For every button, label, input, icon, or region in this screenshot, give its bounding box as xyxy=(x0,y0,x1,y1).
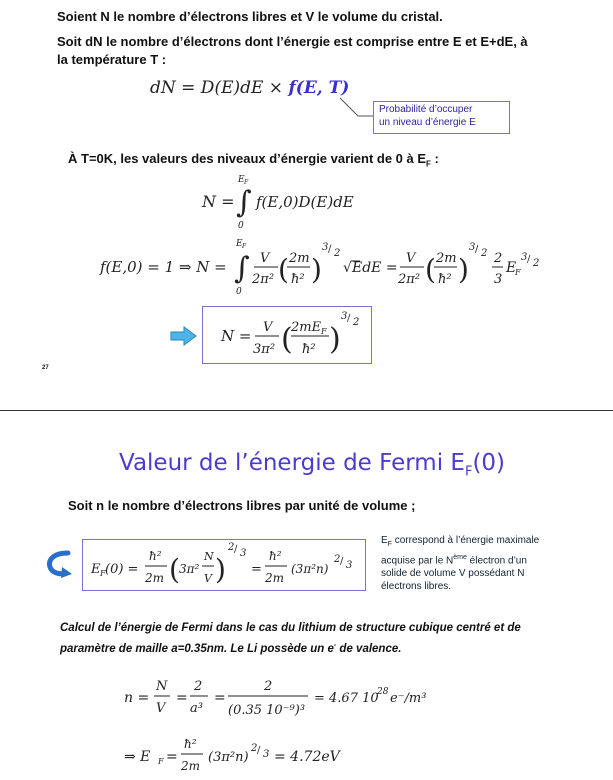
svg-text:=: = xyxy=(166,749,178,765)
intro-line-3: la température T : xyxy=(57,52,167,67)
eq-dn-left: dN = D(E)dE × xyxy=(150,78,284,98)
svg-text:=: = xyxy=(251,562,262,577)
svg-text:V: V xyxy=(260,251,270,266)
note-line-3: solide de volume V possédant N xyxy=(381,568,525,580)
svg-text:2m: 2m xyxy=(436,251,457,266)
svg-text:ħ²: ħ² xyxy=(302,342,316,357)
svg-text:3: 3 xyxy=(521,252,528,263)
svg-text:N =: N = xyxy=(202,192,235,211)
svg-text:∕: ∕ xyxy=(347,313,351,324)
svg-text:ħ²: ħ² xyxy=(149,549,162,563)
svg-text:∫: ∫ xyxy=(234,251,250,286)
eq-n-integral xyxy=(200,170,400,232)
eq-dn xyxy=(150,78,349,98)
svg-text:N: N xyxy=(204,550,214,563)
svg-text:ħ²: ħ² xyxy=(269,549,282,563)
t0-text: À T=0K, les valeurs des niveaux d’énergie varient de 0 à E xyxy=(68,151,427,166)
svg-text:): ) xyxy=(311,253,322,286)
svg-text:(0.35 10⁻⁹)³: (0.35 10⁻⁹)³ xyxy=(228,703,306,718)
svg-text:(: ( xyxy=(169,553,180,586)
svg-text:3: 3 xyxy=(346,560,353,571)
svg-text:F: F xyxy=(244,179,249,186)
svg-text:f(E,0)D(E)dE: f(E,0)D(E)dE xyxy=(256,193,354,211)
eq-fermi xyxy=(83,540,365,590)
svg-text:∕: ∕ xyxy=(527,254,531,265)
final-result-box xyxy=(202,306,372,364)
svg-text:2π²: 2π² xyxy=(398,272,421,287)
svg-text:ħ²: ħ² xyxy=(438,272,452,287)
note-line-1: $E_F$ correspond à l’énergie maximale xyxy=(381,535,540,548)
intro-line-1: Soient N le nombre d’électrons libres et V le volume du cristal. xyxy=(57,9,443,24)
svg-text:E: E xyxy=(506,260,517,276)
svg-text:3: 3 xyxy=(469,242,476,253)
svg-text:0: 0 xyxy=(238,221,244,231)
title-end: (0) xyxy=(472,450,506,476)
note-line-2: acquise par le $N^{ème}$ électron d’un xyxy=(381,554,527,567)
svg-text:(3π²n): (3π²n) xyxy=(291,562,329,576)
svg-text:EdE =: EdE = xyxy=(352,260,398,276)
svg-text:(: ( xyxy=(281,322,293,357)
title-main: Valeur de l’énergie de Fermi E xyxy=(119,450,465,476)
svg-text:F: F xyxy=(100,569,106,578)
svg-text:E: E xyxy=(238,175,245,185)
svg-text:E: E xyxy=(236,239,243,249)
callout-connector xyxy=(300,96,380,126)
svg-text:2: 2 xyxy=(334,248,341,259)
svg-text:(0) =: (0) = xyxy=(105,562,139,577)
svg-text:2: 2 xyxy=(481,248,488,259)
svg-text:3: 3 xyxy=(240,548,247,559)
svg-text:2: 2 xyxy=(494,251,503,266)
curved-arrow-icon xyxy=(44,549,74,579)
svg-text:E: E xyxy=(91,562,101,577)
callout-line-1: Probabilité d’occuper xyxy=(379,104,473,115)
svg-text:V: V xyxy=(156,701,166,716)
svg-text:2: 2 xyxy=(334,554,341,565)
svg-text:∕: ∕ xyxy=(340,556,344,567)
svg-text:∕: ∕ xyxy=(475,244,479,255)
svg-text:= 4.72eV: = 4.72eV xyxy=(274,749,340,765)
svg-text:(: ( xyxy=(425,253,436,286)
svg-text:3π²: 3π² xyxy=(253,342,276,357)
svg-text:=: = xyxy=(214,690,226,706)
right-arrow-icon xyxy=(170,326,198,346)
svg-text:ħ²: ħ² xyxy=(291,272,305,287)
fermi-note xyxy=(381,534,581,593)
svg-text:∕: ∕ xyxy=(234,544,238,555)
svg-text:V: V xyxy=(406,251,416,266)
svg-text:f(E,0) = 1 ⇒ N =: f(E,0) = 1 ⇒ N = xyxy=(100,258,227,276)
svg-text:2mE: 2mE xyxy=(291,320,322,335)
svg-text:): ) xyxy=(329,322,341,357)
svg-text:2: 2 xyxy=(228,542,235,553)
eq-final xyxy=(203,307,371,363)
svg-text:(: ( xyxy=(278,253,289,286)
page-number: 27 xyxy=(42,365,49,371)
svg-text:2: 2 xyxy=(194,679,203,694)
intro-line-2: Soit dN le nombre d’électrons dont l’énergie est comprise entre E et E+dE, à xyxy=(57,34,528,49)
svg-text:3: 3 xyxy=(322,242,329,253)
svg-text:∫: ∫ xyxy=(236,185,252,220)
svg-text:F: F xyxy=(158,757,164,766)
svg-text:3: 3 xyxy=(263,749,270,760)
fermi-energy-box xyxy=(82,539,366,591)
eq-dn-f: f(E, T) xyxy=(288,78,350,98)
svg-text:): ) xyxy=(458,253,469,286)
svg-text:(3π²n): (3π²n) xyxy=(208,750,249,765)
slide-divider xyxy=(0,410,613,411)
svg-text:2: 2 xyxy=(251,743,258,754)
svg-text:⇒ E: ⇒ E xyxy=(124,749,151,765)
svg-text:2m: 2m xyxy=(145,571,165,585)
svg-text:3: 3 xyxy=(341,311,348,322)
svg-text:28: 28 xyxy=(377,687,389,697)
svg-text:V: V xyxy=(263,320,273,335)
svg-text:F: F xyxy=(242,243,247,250)
svg-text:ħ²: ħ² xyxy=(184,737,197,751)
svg-text:2: 2 xyxy=(533,258,540,269)
calc-line-2: paramètre de maille a=0.35nm. Le Li possède un e- de valence. xyxy=(60,642,402,655)
svg-text:3π²: 3π² xyxy=(179,562,200,576)
slide2-title xyxy=(119,450,505,480)
eq-fermi-result xyxy=(124,734,424,778)
svg-text:N: N xyxy=(156,679,168,694)
svg-text:n =: n = xyxy=(124,690,150,706)
svg-text:2m: 2m xyxy=(289,251,310,266)
calc-line-1: Calcul de l’énergie de Fermi dans le cas du lithium de structure cubique centré et de xyxy=(60,622,521,634)
svg-text:2m: 2m xyxy=(265,571,285,585)
callout-box xyxy=(373,101,510,134)
t0-end: : xyxy=(430,151,439,166)
svg-text:2: 2 xyxy=(353,317,360,328)
svg-text:∕: ∕ xyxy=(257,745,261,756)
svg-text:): ) xyxy=(215,553,226,586)
svg-text:V: V xyxy=(204,572,212,585)
svg-text:2: 2 xyxy=(264,679,273,694)
eq-n-expanded xyxy=(98,232,558,304)
svg-text:e⁻/m³: e⁻/m³ xyxy=(390,691,427,706)
eq-density xyxy=(124,672,464,728)
t0-sub: F xyxy=(426,159,431,169)
svg-text:N =: N = xyxy=(221,327,252,345)
svg-text:= 4.67 10: = 4.67 10 xyxy=(314,691,379,706)
note-line-4: électrons libres. xyxy=(381,581,452,593)
svg-text:0: 0 xyxy=(236,287,242,297)
callout-line-2: un niveau d’énergie E xyxy=(379,117,476,128)
svg-text:=: = xyxy=(176,690,188,706)
slide2-intro: Soit n le nombre d’électrons libres par unité de volume ; xyxy=(68,498,416,513)
svg-text:F: F xyxy=(515,268,521,277)
svg-text:F: F xyxy=(321,327,327,336)
svg-text:a³: a³ xyxy=(190,701,203,716)
svg-text:2π²: 2π² xyxy=(252,272,275,287)
svg-text:√: √ xyxy=(343,260,352,276)
svg-text:∕: ∕ xyxy=(328,244,332,255)
title-sub: F xyxy=(464,464,473,480)
svg-text:3: 3 xyxy=(494,272,503,287)
svg-text:2m: 2m xyxy=(181,759,201,773)
